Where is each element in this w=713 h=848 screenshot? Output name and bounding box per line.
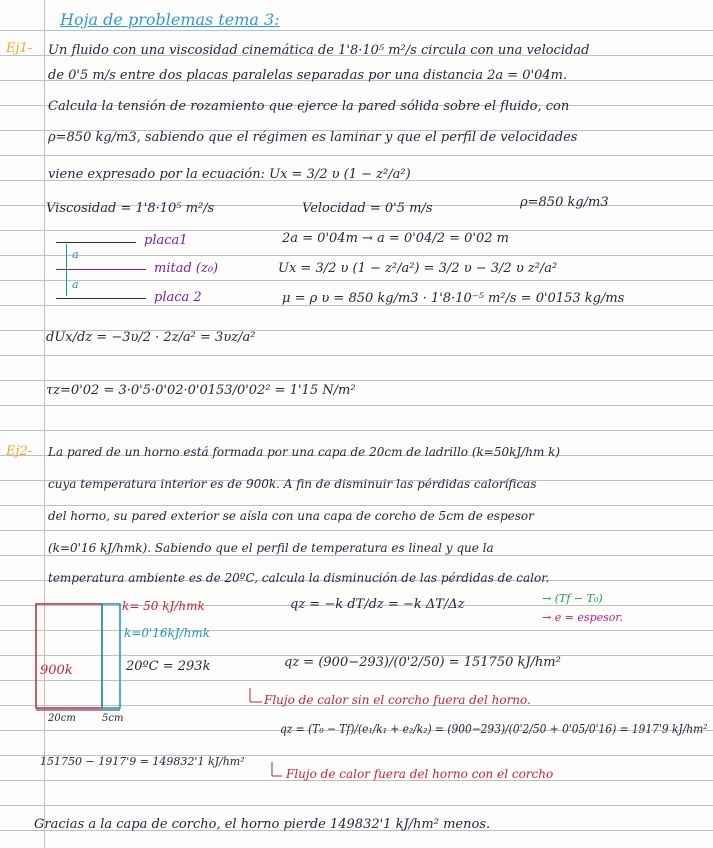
ej1-eq-derivative: dUx/dz = −3υ/2 · 2z/a² = 3υz/a² xyxy=(46,330,256,345)
ej1-data-viscosity: Viscosidad = 1'8·10⁵ m²/s xyxy=(46,201,215,216)
conclusion: Gracias a la capa de corcho, el horno pierde 149832'1 kJ/hm² menos. xyxy=(34,817,491,832)
heat-loss-difference: 151750 − 1917'9 = 149832'1 kJ/hm² xyxy=(40,755,245,768)
half-gap-top-label: a xyxy=(72,248,79,261)
midline-label: mitad (z₀) xyxy=(154,261,219,276)
ambient-temperature: 20ºC = 293k xyxy=(126,659,211,674)
ej2-statement-line-1: La pared de un horno está formada por una capa de 20cm de ladrillo (k=50kJ/hm k) xyxy=(48,445,561,459)
inner-temperature: 900k xyxy=(40,663,73,678)
ej1-statement-line-2: de 0'5 m/s entre dos placas paralelas separadas por una distancia 2a = 0'04m. xyxy=(48,68,568,83)
ej1-statement-line-1: Un fluido con una viscosidad cinemática de 1'8·10⁵ m²/s circula con una velocidad xyxy=(48,43,590,58)
ej2-statement-line-2: cuya temperatura interior es de 900k. A fin de disminuir las pérdidas caloríficas xyxy=(48,477,537,491)
brick-conductivity: k= 50 kJ/hmk xyxy=(122,599,205,613)
cork-conductivity: k=0'16kJ/hmk xyxy=(124,626,211,640)
ej1-marker: Ej1- xyxy=(6,41,33,56)
ej1-statement-line-5: viene expresado por la ecuación: Ux = 3/2 υ (1 − z²/a²) xyxy=(48,167,411,182)
heat-flux-with-cork-note: Flujo de calor fuera del horno con el corcho xyxy=(286,767,554,781)
page-title: Hoja de problemas tema 3: xyxy=(60,10,280,29)
ej1-data-velocity: Velocidad = 0'5 m/s xyxy=(302,201,433,216)
fourier-law: qz = −k dT/dz = −k ΔT/Δz xyxy=(290,597,465,612)
ej2-statement-line-5: temperatura ambiente es de 20ºC, calcula la disminución de las pérdidas de calor. xyxy=(48,571,550,585)
fourier-note-delta-t: → (Tf − T₀) xyxy=(542,592,603,605)
heat-flux-no-cork: qz = (900−293)/(0'2/50) = 151750 kJ/hm² xyxy=(284,655,561,670)
heat-flux-no-cork-note: Flujo de calor sin el corcho fuera del horno. xyxy=(264,693,531,707)
ej2-marker: Ej2- xyxy=(6,444,33,459)
brick-thickness: 20cm xyxy=(48,713,76,724)
ej1-eq-a: 2a = 0'04m → a = 0'04/2 = 0'02 m xyxy=(282,231,509,246)
ej1-data-density: ρ=850 kg/m3 xyxy=(520,195,609,210)
ej2-statement-line-4: (k=0'16 kJ/hmk). Sabiendo que el perfil de temperatura es lineal y que la xyxy=(48,541,494,555)
fourier-note-thickness: → e = espesor. xyxy=(542,611,623,624)
cork-thickness: 5cm xyxy=(102,713,124,724)
ej1-statement-line-3: Calcula la tensión de rozamiento que ejerce la pared sólida sobre el fluido, con xyxy=(48,99,570,114)
ej1-statement-line-4: ρ=850 kg/m3, sabiendo que el régimen es laminar y que el perfil de velocidades xyxy=(48,130,578,145)
ej2-statement-line-3: del horno, su pared exterior se aísla con una capa de corcho de 5cm de espesor xyxy=(48,509,534,523)
ej1-eq-ux: Ux = 3/2 υ (1 − z²/a²) = 3/2 υ − 3/2 υ z²/a² xyxy=(278,261,558,276)
plate-1-label: placa1 xyxy=(144,233,188,248)
ej1-eq-stress: τz=0'02 = 3·0'5·0'02·0'0153/0'02² = 1'15 N/m² xyxy=(46,383,356,398)
heat-flux-with-cork: qz = (T₀ − Tf)/(e₁/k₁ + e₂/k₂) = (900−293)/(0'2/50 + 0'05/0'16) = 1917'9 kJ/hm² xyxy=(280,722,708,736)
plate-2-label: placa 2 xyxy=(154,290,202,305)
half-gap-bottom-label: a xyxy=(72,278,79,291)
ej1-eq-mu: μ = ρ υ = 850 kg/m3 · 1'8·10⁻⁵ m²/s = 0'0153 kg/ms xyxy=(282,291,625,306)
